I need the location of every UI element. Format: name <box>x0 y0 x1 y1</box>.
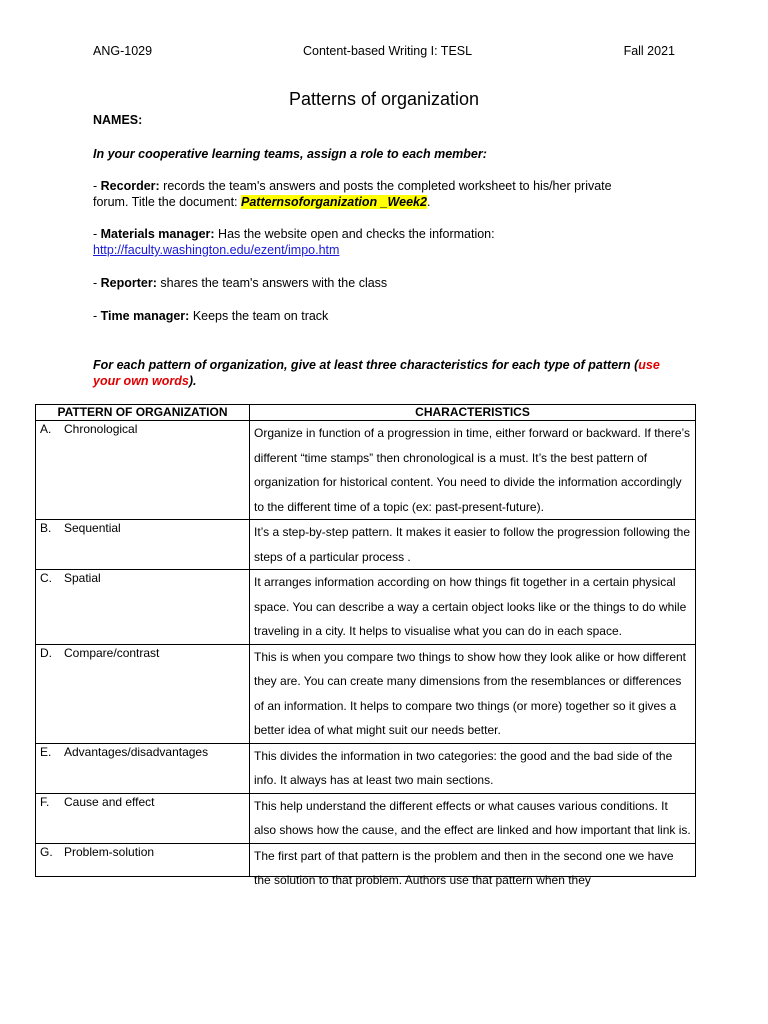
table-header-row <box>36 405 696 421</box>
characteristics-cell: This divides the information in two categories: the good and the bad side of the info. It always has at least two main sections. <box>250 743 696 793</box>
pattern-letter: D. <box>40 645 52 660</box>
pattern-name: Sequential <box>64 521 121 535</box>
role-time-desc: Keeps the team on track <box>189 309 329 323</box>
role-materials-name: Materials manager: <box>100 227 215 241</box>
pattern-cell <box>36 421 250 520</box>
task-instruction-line1 <box>93 357 683 373</box>
characteristics-cell: It’s a step-by-step pattern. It makes it easier to follow the progression following the steps of a particular process . <box>250 520 696 570</box>
pattern-letter: E. <box>40 744 52 759</box>
pattern-name: Advantages/disadvantages <box>64 744 209 759</box>
course-code: ANG-1029 <box>93 44 153 58</box>
table-row <box>36 520 696 570</box>
names-label: NAMES: <box>93 113 143 127</box>
pattern-letter: C. <box>40 571 52 585</box>
role-recorder-line2 <box>93 194 683 210</box>
task-main-text: For each pattern of organization, give at least three characteristics for each type of pattern ( <box>93 358 639 372</box>
task-instruction-line2 <box>93 373 683 389</box>
role-reporter-name: Reporter: <box>100 276 157 290</box>
table-row <box>36 570 696 645</box>
role-recorder-name: Recorder: <box>100 179 160 193</box>
characteristics-cell: This help understand the different effects or what causes various conditions. It also shows how the cause, and the effect are linked and how important that link is. <box>250 793 696 843</box>
role-materials-desc: Has the website open and checks the information: <box>214 227 495 241</box>
document-title-highlight: Patternsoforganization _Week2 <box>241 195 427 209</box>
role-recorder-desc: records the team's answers and posts the completed worksheet to his/her private <box>159 179 612 193</box>
task-red-text: use <box>638 358 660 372</box>
pattern-letter: A. <box>40 422 52 436</box>
role-reporter <box>93 275 683 291</box>
column-header-pattern: PATTERN OF ORGANIZATION <box>36 405 250 421</box>
pattern-letter: G. <box>40 844 53 859</box>
table-row <box>36 644 696 743</box>
pattern-name: Cause and effect <box>64 794 155 809</box>
role-time-manager <box>93 308 683 324</box>
pattern-cell <box>36 644 250 743</box>
pattern-name: Spatial <box>64 571 101 585</box>
pattern-letter: F. <box>40 794 50 809</box>
pattern-name: Compare/contrast <box>64 645 160 660</box>
role-materials-line2 <box>93 242 683 258</box>
team-instruction: In your cooperative learning teams, assign a role to each member: <box>93 147 487 161</box>
pattern-cell <box>36 743 250 793</box>
pattern-name: Chronological <box>64 422 138 436</box>
column-header-characteristics: CHARACTERISTICS <box>250 405 696 421</box>
characteristics-cell: This is when you compare two things to show how they look alike or how different they are. You can create many dimensions from the resemblances or differences of an information. It helps to compare two things (or more) together so it gives a better idea of what might suit our needs better. <box>250 644 696 743</box>
role-recorder-desc2: forum. Title the document: <box>93 195 241 209</box>
characteristics-cell <box>250 843 696 887</box>
characteristics-text: The first part of that pattern is the problem and then in the second one we have the solution to that problem. Authors use that pattern when they <box>254 848 674 887</box>
pattern-cell <box>36 570 250 645</box>
materials-website-link[interactable]: http://faculty.washington.edu/ezent/impo.htm <box>93 243 340 257</box>
pattern-cell <box>36 793 250 843</box>
term: Fall 2021 <box>623 44 675 58</box>
table-row <box>36 743 696 793</box>
role-dash: - <box>93 309 101 323</box>
role-time-name: Time manager: <box>100 309 190 323</box>
task-red-text-2: your own words <box>93 374 189 388</box>
role-materials-line1 <box>93 226 683 242</box>
course-title: Content-based Writing I: TESL <box>303 44 473 58</box>
table-row <box>36 843 696 876</box>
role-reporter-desc: shares the team's answers with the class <box>156 276 388 290</box>
page-header <box>93 44 675 62</box>
role-dash: - <box>93 276 101 290</box>
role-recorder-line1 <box>93 178 683 194</box>
table-row <box>36 793 696 843</box>
task-end-text: ). <box>188 374 197 388</box>
patterns-table <box>35 404 696 887</box>
table-row <box>36 421 696 520</box>
page-title: Patterns of organization <box>288 89 480 109</box>
characteristics-cell: Organize in function of a progression in time, either forward or backward. If there’s different “time stamps” then chronological is a must. It’s the best pattern of organization for historical content. You need to divide the information accordingly to the different time of a topic (ex: past-present-future). <box>250 421 696 520</box>
pattern-letter: B. <box>40 521 52 535</box>
pattern-cell <box>36 520 250 570</box>
role-dash: - <box>93 227 101 241</box>
characteristics-cell: It arranges information according on how things fit together in a certain physical space. You can describe a way a certain object looks like or the things to do while traveling in a city. It helps to visualise what you can do in each space. <box>250 570 696 645</box>
role-recorder-period: . <box>426 195 431 209</box>
role-dash: - <box>93 179 101 193</box>
pattern-cell <box>36 843 250 876</box>
pattern-name: Problem-solution <box>64 844 155 859</box>
